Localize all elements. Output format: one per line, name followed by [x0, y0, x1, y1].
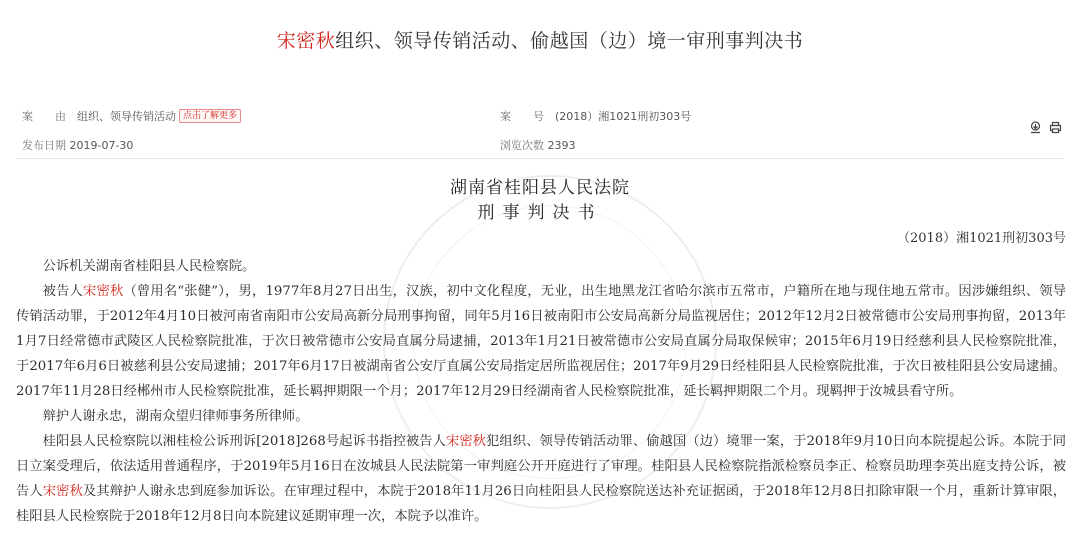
download-icon[interactable] [1029, 123, 1046, 138]
publish-date [22, 137, 133, 153]
procedure-text-3: 及其辩护人谢永忠到庭参加诉讼。在审理过程中，本院于2018年11月26日向桂阳县人民检察院送达补充证据函，于2018年12月8日扣除审限一个月，重新计算审限，桂阳县人民检察院于2018年12月8日向本院建议延期审理一次，本院予以准许。 [16, 484, 1067, 524]
defendant-details: （曾用名“张健”），男，1977年8月27日出生，汉族，初中文化程度，无业，出生地黑龙江省哈尔滨市五常市，户籍所在地与现住地五常市。因涉嫌组织、领导传销活动罪，于2012年4月10日被河南省南阳市公安局高新分局刑事拘留，同年5月16日被南阳市公安局高新分局监视居住；2012年12月2日被常德市公安局刑事拘留，2013年1月7日经常德市武陵区人民检察院批准，于次日被常德市公安局直属分局逮捕，2013年1月21日被常德市公安局直属分局取保候审；2015年6月19日经慈利县人民检察院批准，于2017年6月6日被慈利县公安局逮捕；2017年6月17日被湖南省公安厅直属公安局指定居所监视居住；2017年9月29日经桂阳县人民检察院批准，于次日被桂阳县公安局逮捕。2017年11月28日经郴州市人民检察院批准，延长羁押期限一个月；2017年12月29日经湖南省人民检察院批准，延长羁押期限二个月。现羁押于汝城县看守所。 [16, 284, 1067, 399]
judgment-body [16, 254, 1066, 529]
case-cause [22, 108, 241, 124]
document-type: 刑事判决书 [477, 203, 603, 223]
defendant-label: 被告人 [42, 284, 84, 299]
case-number-label: 案 号 [500, 110, 544, 123]
view-count [500, 137, 576, 153]
publish-date-value: 2019-07-30 [69, 139, 134, 152]
procedure-text-2: 犯组织、领导传销活动罪、偷越国（边）境罪一案，于2018年9月10日向本院提起公诉。本院于同日立案受理后，依法适用普通程序，于2019年5月16日在汝城县人民法院第一审判庭公开开庭进行了审理。桂阳县人民检察院指派检察员李正、检察员助理李英出庭支持公诉，被告人 [16, 434, 1067, 499]
defendant-paragraph [16, 279, 1066, 404]
case-cause-label: 案 由 [22, 110, 66, 123]
view-count-label: 浏览次数 [500, 139, 544, 152]
procedure-text-1: 桂阳县人民检察院以湘桂检公诉刑诉[2018]268号起诉书指控被告人 [42, 434, 446, 449]
case-number-meta [500, 108, 691, 124]
print-icon[interactable] [1049, 123, 1062, 138]
toolbar [1029, 121, 1065, 138]
publish-date-label: 发布日期 [22, 139, 66, 152]
defendant-name: 宋密秋 [83, 284, 124, 299]
procedure-paragraph [16, 429, 1066, 529]
prosecutor-paragraph: 公诉机关湖南省桂阳县人民检察院。 [42, 259, 256, 274]
court-name: 湖南省桂阳县人民法院 [450, 178, 630, 198]
case-number-value: (2018）湘1021刑初303号 [555, 110, 692, 123]
defendant-name: 宋密秋 [42, 484, 83, 499]
defendant-name: 宋密秋 [445, 434, 487, 449]
case-cause-value: 组织、领导传销活动 [77, 110, 176, 123]
view-count-value: 2393 [547, 139, 576, 152]
page-title [0, 26, 1080, 53]
divider [16, 158, 1064, 159]
title-text: 组织、领导传销活动、偷越国（边）境一审刑事判决书 [335, 30, 804, 52]
learn-more-link[interactable]: 点击了解更多 [179, 109, 241, 123]
title-defendant-name: 宋密秋 [276, 30, 336, 52]
defender-paragraph: 辩护人谢永忠，湖南众望归律师事务所律师。 [42, 409, 309, 424]
document-case-number: （2018）湘1021刑初303号 [897, 231, 1066, 246]
